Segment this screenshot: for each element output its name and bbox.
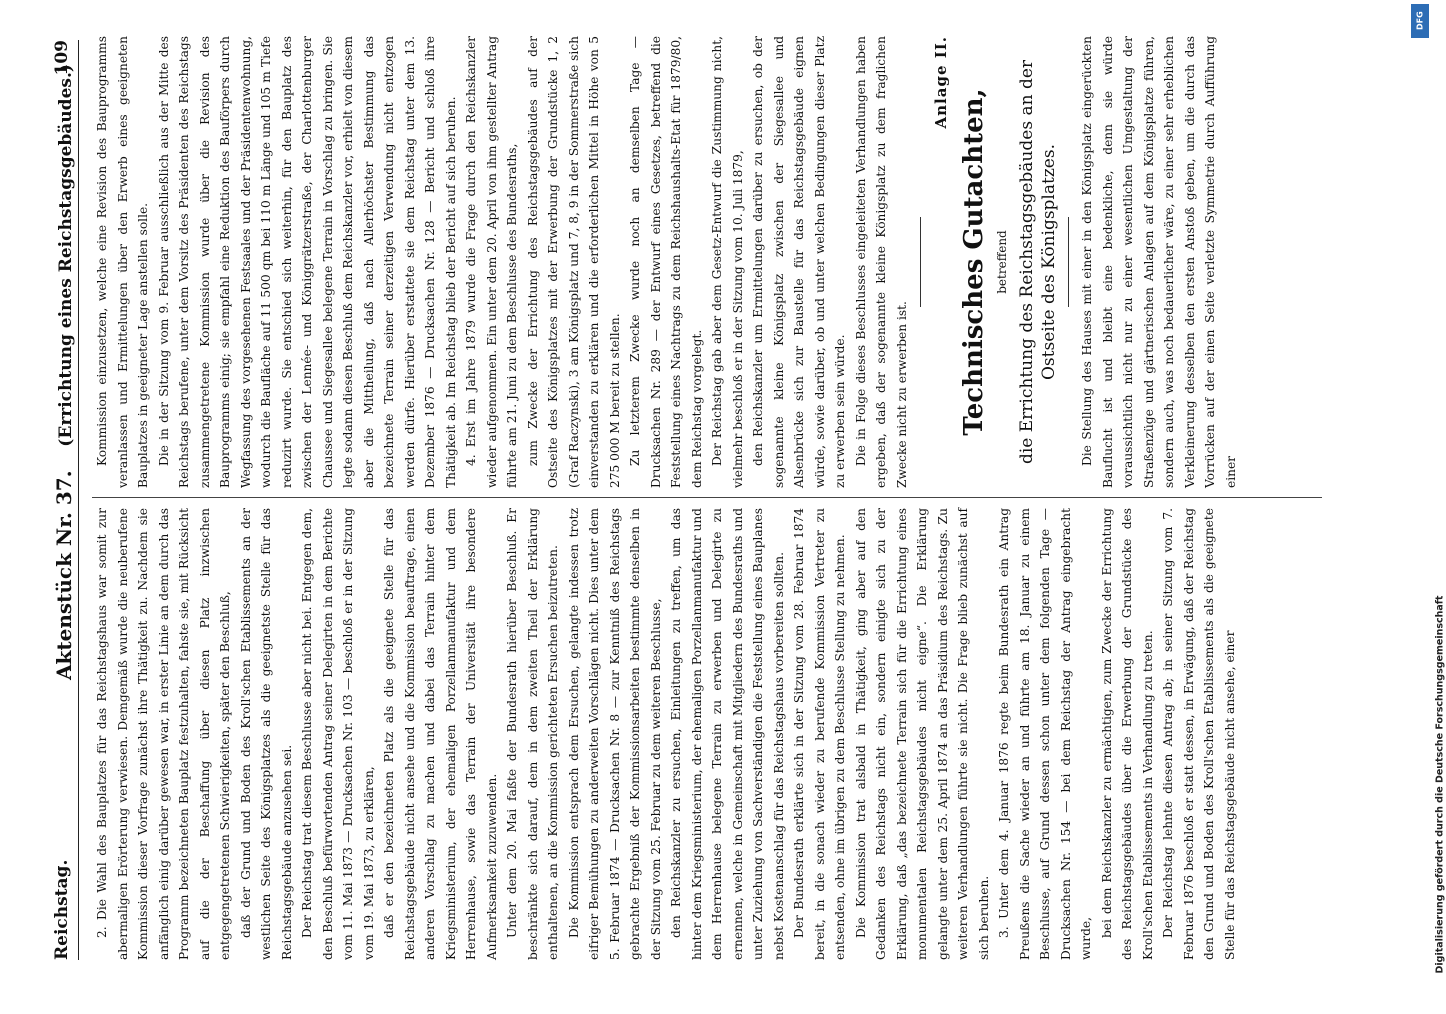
left-column [92, 508, 1322, 960]
paragraph: Zu letzterem Zwecke wurde noch an demselben Tage — Drucksachen Nr. 289 — der Entwurf eines Gesetzes, betreffend die Feststellung eines Nachtrags zu dem Reichshaushalts-Etat für 1879/80, dem Reichstag vorgelegt. [628, 36, 704, 488]
section-rule [920, 217, 921, 307]
annex-betreffend: betreffend [994, 230, 1009, 294]
right-column [92, 36, 1322, 488]
paragraph: Die in Folge dieses Beschlusses eingeleiteten Verhandlungen haben ergeben, daß der sogenannte kleine Königsplatz zu dem fraglichen Zwecke nicht zu erwerben ist. [853, 36, 909, 488]
header-doc-number: Aktenstück Nr. 37. [52, 470, 76, 680]
annex-label: Anlage II. [932, 36, 950, 129]
header-document [52, 64, 76, 680]
paragraph: Der Bundesrath erklärte sich in der Sitzung vom 28. Februar 1874 bereit, in die sonach wieder zu berufende Kommission Vertreter zu entsenden, ohne im übrigen zu dem Beschlusse Stellung zu nehmen. [792, 508, 847, 960]
annex-subtitle: die Errichtung des Reichstagsgebäudes an der Ostseite des Königsplatzes. [1017, 59, 1059, 465]
paragraph: daß der Grund und Boden des Kroll'schen Etablissements an der westlichen Seite des Königsplatzes als die geeignetste Stelle für das Reichstagsgebäude anzusehen sei. [238, 508, 294, 960]
paragraph: 4. Erst im Jahre 1879 wurde die Frage durch den Reichskanzler wieder aufgenommen. Ein unter dem 20. April von ihm gestellter Antrag führte am 21. Juni zu dem Beschlusse des Bundesraths, [464, 36, 519, 488]
dfg-logo-icon: DFG [1411, 4, 1429, 38]
paragraph: den Reichskanzler zu ersuchen, Einleitungen zu treffen, um das hinter dem Kriegsministerium, der ehemaligen Porzellanmanufaktur und dem Herrenhause belegene Terrain zu erwerben und Delegirte zu ernennen, welche in Gemeinschaft mit Mitgliedern des Bundesraths und unter Zuziehung von Sachverständigen die Feststellung eines Bauplanes nebst Kostenanschlag für das Reichstagshaus vorbereiten sollten. [669, 508, 786, 960]
header-subject: (Errichtung eines Reichstagsgebäudes.) [56, 64, 76, 447]
paragraph: Der Reichstag lehnte diesen Antrag ab; in seiner Sitzung vom 7. Februar 1876 beschloß er statt dessen, in Erwägung, daß der Reichstag den Grund und Boden des Kroll'schen Etablissements als die geeignete Stelle für das Reichstagsgebäude nicht ansehe, einer [1161, 508, 1237, 960]
page-number: 109 [52, 40, 72, 76]
paragraph: Die in der Sitzung vom 9. Februar ausschließlich aus der Mitte des Reichstags berufene, unter dem Vorsitz des Präsidenten des Reichstags zusammengetretene Kommission wurde über die Revision des Bauprogramms einig; sie empfahl eine Reduktion des Bauförpers durch Wegfassung des vorgesehenen Festsaales und der Präsidentenwohnung, wodurch die Baufläche auf 11 500 qm bei 110 m Länge und 105 m Tiefe reduzirt wurde. Sie entschied sich weiterhin, für den Bauplatz des zwischen der Lennée- und Königgrätzerstraße, der Charlottenburger Chaussee und Siegesallee belegene Terrain in Vorschlag zu bringen. Sie legte sodann diesen Beschluß dem Reichskanzler vor, erhielt von diesem aber die Mittheilung, daß nach Allerhöchster Bestimmung das bezeichnete Terrain seiner derzeitigen Verwendung nicht entzogen werden dürfe. Hierüber erstattete sie dem Reichstag unter dem 13. Dezember 1876 — Drucksachen Nr. 128 — Bericht und schloß ihre Thätigkeit ab. Im Reichstag blieb der Bericht auf sich beruhen. [156, 36, 458, 488]
digitization-note-text: Digitalisierung gefördert durch die Deutsche Forschungsgemeinschaft [1434, 595, 1446, 974]
title-rule [1068, 217, 1069, 307]
paragraph: Unter dem 20. Mai faßte der Bundesrath hierüber Beschluß. Er beschränkte sich darauf, dem in dem zweiten Theil der Erklärung enthaltenen, an die Kommission gerichteten Ersuchen beizutreten. [505, 508, 560, 960]
paragraph: 3. Unter dem 4. Januar 1876 regte beim Bundesrath ein Antrag Preußens die Sache wieder an und führte am 18. Januar zu einem Beschlusse, auf Grund dessen schon unter dem folgenden Tage — Drucksachen Nr. 154 — bei dem Reichstag der Antrag eingebracht wurde, [997, 508, 1093, 960]
paragraph: zum Zwecke der Errichtung des Reichstagsgebäudes auf der Ostseite des Königsplatzes mit der Erwerbung der Grundstücke 1, 2 (Graf Raczynski), 3 am Königsplatz und 7, 8, 9 in der Sommerstraße sich einverstanden zu erklären und die erforderlichen Mittel in Höhe von 5 275 000 M bereit zu stellen. [525, 36, 622, 488]
paragraph: Die Kommission entsprach dem Ersuchen, gelangte indessen trotz eifriger Bemühungen zu anderweiten Vorschlägen nicht. Dies unter dem 5. Februar 1874 — Drucksachen Nr. 8 — zur Kenntniß des Reichstags gebrachte Ergebniß der Kommissionsarbeiten bestimmte denselben in der Sitzung vom 25. Februar zu dem weiteren Beschlusse, [566, 508, 663, 960]
header-rule [78, 40, 79, 960]
paragraph: 2. Die Wahl des Bauplatzes für das Reichstagshaus war somit zur abermaligen Erörterung verwiesen. Demgemäß wurde die neuberufene Kommission dieser Vorfrage zunächst ihre Thätigkeit zu. Nachdem sie anfänglich einig darüber gewesen war, in erster Linie an dem durch das Programm bezeichneten Bauplatz festzuhalten, fahste sie, mit Rücksicht auf die der Beschaffung über diesen Platz inzwischen entgegengetretenen Schwierigkeiten, später den Beschluß, [95, 508, 232, 960]
annex-title: Technisches Gutachten, [958, 88, 989, 436]
paragraph: daß er den bezeichneten Platz als die geeignete Stelle für das Reichstagsgebäude nicht ansehe und die Kommission beauftrage, einen anderen Vorschlag zu machen und dabei das Terrain hinter dem Kriegsministerium, der ehemaligen Porzellanmanufaktur und dem Herrenhause, sowie das Terrain der Universität ihre besondere Aufmerksamkeit zuzuwenden. [382, 508, 499, 960]
paragraph: den Reichskanzler um Ermittelungen darüber zu ersuchen, ob der sogenannte kleine Königsplatz zwischen der Siegesallee und Alsenbrücke sich zur Baustelle für das Reichstagsgebäude eignen würde, sowie darüber, ob und unter welchen Bedingungen dieser Platz zu erwerben sein würde. [751, 36, 847, 488]
paragraph: Der Reichstag gab aber dem Gesetz-Entwurf die Zustimmung nicht, vielmehr beschloß er in der Sitzung vom 10. Juli 1879, [710, 36, 745, 488]
paragraph: Kommission einzusetzen, welche eine Revision des Bauprogramms veranlassen und Ermittelungen über den Erwerb eines geeigneten Bauplatzes in geeigneter Lage anstellen solle. [95, 36, 150, 488]
digitization-note [1408, 0, 1446, 1000]
paragraph: bei dem Reichskanzler zu ermächtigen, zum Zwecke der Errichtung des Reichstagsgebäudes über die Erwerbung der Grundstücke des Kroll'schen Etablissements in Verhandlung zu treten. [1099, 508, 1155, 960]
paragraph: Der Reichstag trat diesem Beschlusse aber nicht bei. Entgegen dem, den Beschluß befürwortenden Antrag seiner Delegirten in dem Berichte vom 11. Mai 1873 — Drucksachen Nr. 103 — beschloß er in der Sitzung vom 19. Mai 1873, zu erklären, [300, 508, 376, 960]
header-reichstag: Reichstag. [52, 859, 72, 960]
paragraph: Die Kommission trat alsbald in Thätigkeit, ging aber auf den Gedanken des Reichstags nicht ein, sondern einigte sich zu der Erklärung, daß „das bezeichnete Terrain sich für die Errichtung eines monumentalen Reichstagsgebäudes nicht eigne“. Die Erklärung gelangte unter dem 25. April 1874 an das Präsidium des Reichstags. Zu weiteren Verhandlungen führte sie nicht. Die Frage blieb zunächst auf sich beruhen. [853, 508, 991, 960]
annex-paragraph: Die Stellung des Hauses mit einer in den Königsplatz eingerückten Bauflucht ist und bleibt eine bedenkliche, denn sie würde voraussichtlich nicht nur zu einer wesentlichen Umgestaltung der Straßenzüge und gärtnerischen Anlagen auf dem Königsplatze führen, sondern auch, was noch bedauerlicher wäre, zu einer sehr erheblichen Verkleinerung desselben den ersten Anstoß geben, um die durch das Vorrücken auf der einen Seite verletzte Symmetrie durch Aufführung einer [1080, 36, 1238, 488]
page-header [52, 40, 78, 960]
column-divider [92, 497, 1322, 498]
